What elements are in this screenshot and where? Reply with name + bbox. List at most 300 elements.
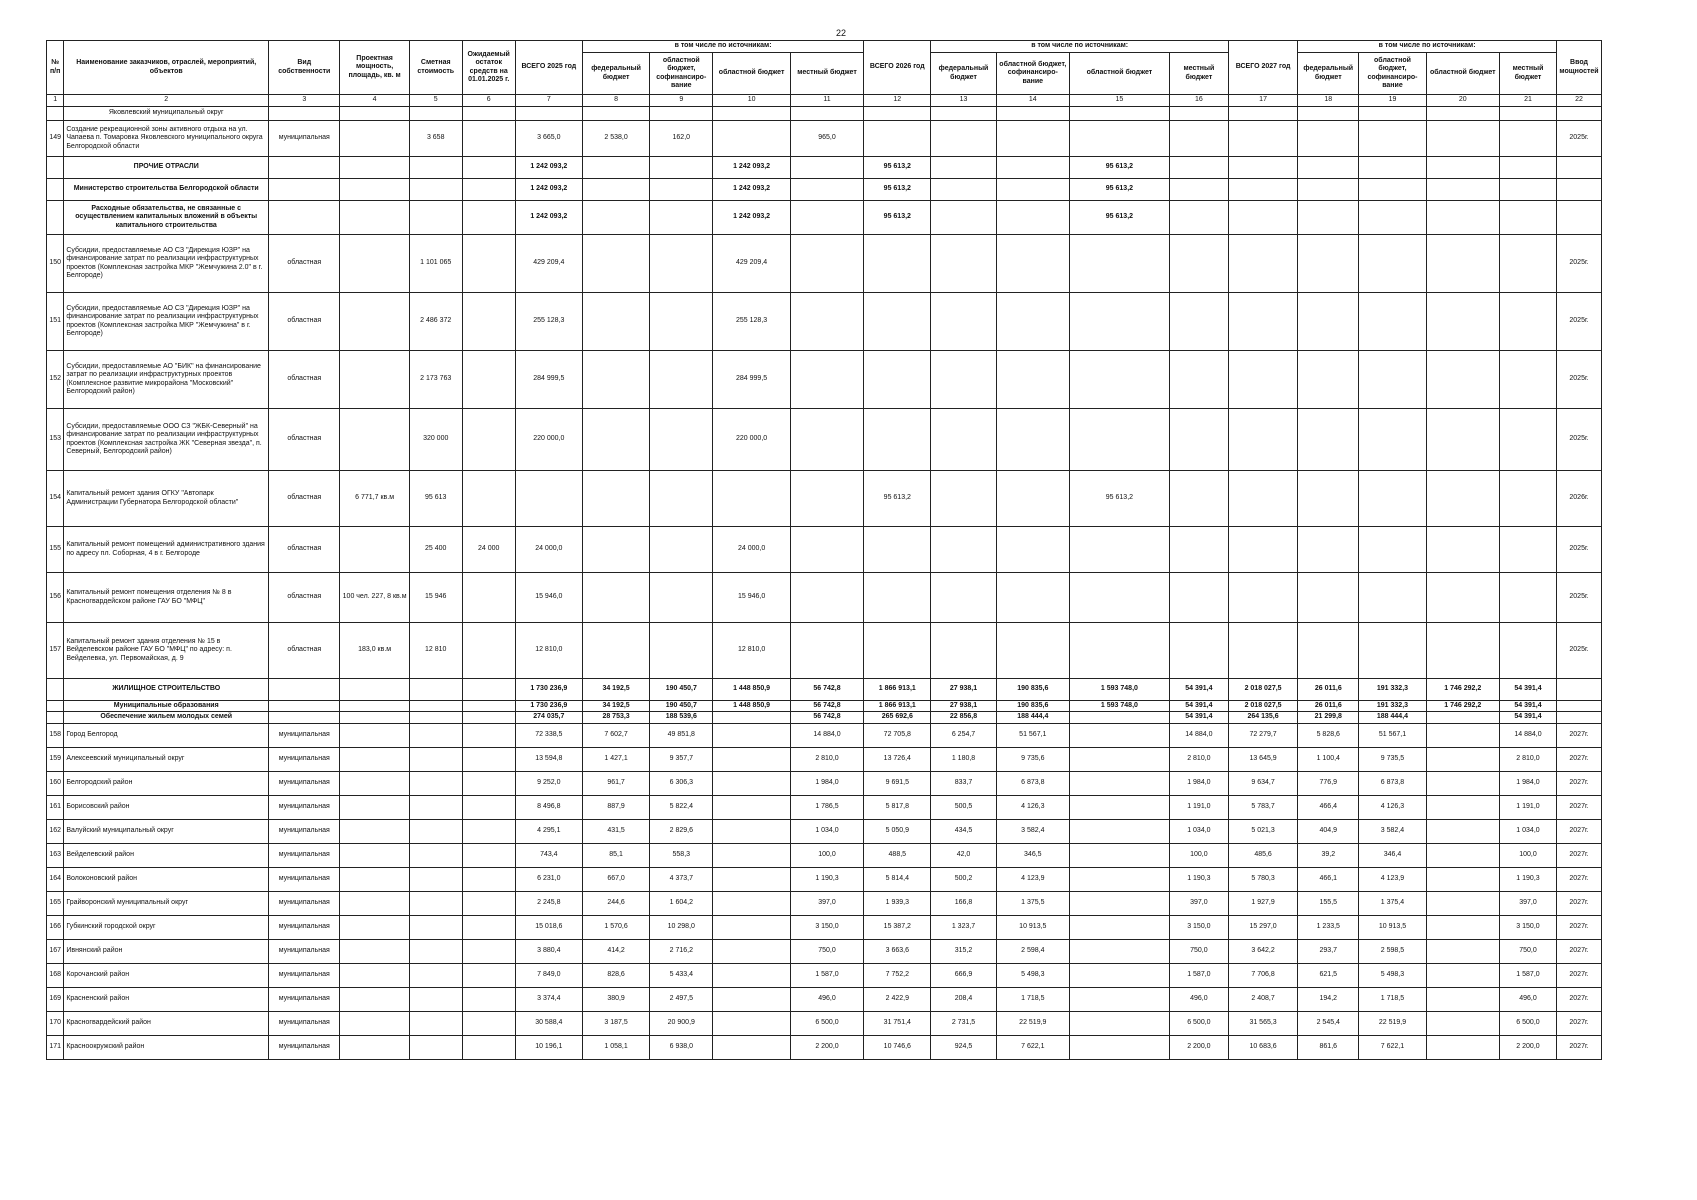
value-cell: 500,5 [931, 795, 996, 819]
row-number: 149 [47, 121, 64, 157]
value-cell: 21 299,8 [1298, 712, 1359, 723]
table-cell [582, 107, 649, 121]
value-cell: 9 735,6 [996, 747, 1069, 771]
capacity-cell [340, 1011, 409, 1035]
table-row [47, 1011, 1602, 1035]
table-row [47, 747, 1602, 771]
value-cell [790, 293, 863, 351]
value-cell: 743,4 [515, 843, 582, 867]
table-row [47, 179, 1602, 201]
value-cell [1228, 351, 1297, 409]
value-cell [1426, 843, 1499, 867]
value-cell [582, 623, 649, 679]
value-cell: 750,0 [1169, 939, 1228, 963]
value-cell: 5 498,3 [1359, 963, 1426, 987]
group-title: Министерство строительства Белгородской области [64, 179, 269, 201]
value-cell [1359, 121, 1426, 157]
section-title: Яковлевский муниципальный округ [64, 107, 269, 121]
value-cell: 315,2 [931, 939, 996, 963]
value-cell [1069, 843, 1169, 867]
item-name: Вейделевский район [64, 843, 269, 867]
value-cell: 95 613,2 [1069, 157, 1169, 179]
value-cell [582, 235, 649, 293]
cost-cell [409, 771, 462, 795]
value-cell [650, 157, 713, 179]
value-cell: 4 126,3 [1359, 795, 1426, 819]
value-cell: 162,0 [650, 121, 713, 157]
col-header-obl-2027: областной бюджет [1426, 53, 1499, 95]
value-cell: 14 884,0 [1499, 723, 1556, 747]
table-cell [340, 701, 409, 712]
column-number-cell: 21 [1499, 95, 1556, 107]
capacity-cell: 6 771,7 кв.м [340, 471, 409, 527]
value-cell: 397,0 [1169, 891, 1228, 915]
ownership-cell: муниципальная [269, 1011, 340, 1035]
value-cell: 2 716,2 [650, 939, 713, 963]
row-number: 160 [47, 771, 64, 795]
table-cell [1499, 107, 1556, 121]
value-cell: 166,8 [931, 891, 996, 915]
value-cell: 2 200,0 [1499, 1035, 1556, 1059]
value-cell [582, 573, 649, 623]
table-cell [340, 712, 409, 723]
value-cell [790, 527, 863, 573]
value-cell: 95 613,2 [1069, 471, 1169, 527]
intro-year-cell: 2027г. [1557, 843, 1602, 867]
value-cell [650, 235, 713, 293]
cost-cell: 3 658 [409, 121, 462, 157]
value-cell [650, 351, 713, 409]
value-cell: 434,5 [931, 819, 996, 843]
value-cell: 284 999,5 [515, 351, 582, 409]
value-cell: 26 011,6 [1298, 679, 1359, 701]
row-number: 171 [47, 1035, 64, 1059]
capacity-cell [340, 1035, 409, 1059]
value-cell: 2 018 027,5 [1228, 701, 1297, 712]
table-row [47, 201, 1602, 235]
table-cell [1426, 107, 1499, 121]
value-cell: 2 545,4 [1298, 1011, 1359, 1035]
value-cell [1228, 293, 1297, 351]
value-cell [1169, 527, 1228, 573]
value-cell [1069, 867, 1169, 891]
col-header-total-2026: ВСЕГО 2026 год [864, 41, 931, 95]
remain-cell [462, 915, 515, 939]
sources-header-2027: в том числе по источникам: [1298, 41, 1557, 53]
value-cell: 26 011,6 [1298, 701, 1359, 712]
item-name: Красненский район [64, 987, 269, 1011]
value-cell: 190 450,7 [650, 701, 713, 712]
capacity-cell: 183,0 кв.м [340, 623, 409, 679]
value-cell [1426, 1011, 1499, 1035]
value-cell: 20 900,9 [650, 1011, 713, 1035]
value-cell [1169, 121, 1228, 157]
value-cell [931, 471, 996, 527]
value-cell: 1 866 913,1 [864, 679, 931, 701]
table-cell [650, 107, 713, 121]
table-cell [409, 712, 462, 723]
table-cell [269, 712, 340, 723]
value-cell: 255 128,3 [713, 293, 790, 351]
value-cell [1499, 121, 1556, 157]
value-cell: 3 374,4 [515, 987, 582, 1011]
remain-cell [462, 623, 515, 679]
table-cell [47, 712, 64, 723]
value-cell: 1 427,1 [582, 747, 649, 771]
value-cell: 1 448 850,9 [713, 679, 790, 701]
col-header-mest-2027: местный бюджет [1499, 53, 1556, 95]
value-cell [931, 179, 996, 201]
value-cell [996, 471, 1069, 527]
capacity-cell [340, 867, 409, 891]
value-cell [1169, 471, 1228, 527]
value-cell: 1 984,0 [1169, 771, 1228, 795]
table-cell [409, 201, 462, 235]
capacity-cell [340, 939, 409, 963]
value-cell [1228, 121, 1297, 157]
value-cell [1228, 179, 1297, 201]
value-cell [864, 235, 931, 293]
value-cell [996, 121, 1069, 157]
value-cell [1359, 293, 1426, 351]
value-cell: 264 135,6 [1228, 712, 1297, 723]
value-cell: 9 735,5 [1359, 747, 1426, 771]
value-cell: 496,0 [790, 987, 863, 1011]
value-cell [1069, 963, 1169, 987]
value-cell: 1 786,5 [790, 795, 863, 819]
value-cell: 1 939,3 [864, 891, 931, 915]
value-cell [1298, 527, 1359, 573]
row-number: 156 [47, 573, 64, 623]
table-cell [1557, 107, 1602, 121]
capacity-cell [340, 891, 409, 915]
value-cell: 5 817,8 [864, 795, 931, 819]
intro-year-cell: 2027г. [1557, 963, 1602, 987]
table-row [47, 987, 1602, 1011]
value-cell: 54 391,4 [1169, 679, 1228, 701]
value-cell [1069, 891, 1169, 915]
table-cell [790, 107, 863, 121]
column-number-cell: 8 [582, 95, 649, 107]
table-cell [409, 179, 462, 201]
value-cell: 1 242 093,2 [515, 157, 582, 179]
item-name: Субсидии, предоставляемые АО СЗ "Дирекция ЮЗР" на финансирование затрат по реализации инфраструктурных проектов (Комплексная застройка МКР "Жемчужина 2.0" в г. Белгороде) [64, 235, 269, 293]
value-cell [996, 293, 1069, 351]
table-row [47, 409, 1602, 471]
value-cell [1426, 409, 1499, 471]
value-cell [1069, 987, 1169, 1011]
row-number: 150 [47, 235, 64, 293]
column-number-cell: 20 [1426, 95, 1499, 107]
capacity-cell [340, 747, 409, 771]
row-number: 153 [47, 409, 64, 471]
table-cell [47, 701, 64, 712]
value-cell [1169, 293, 1228, 351]
value-cell [1069, 723, 1169, 747]
col-header-obl-2025: областной бюджет [713, 53, 790, 95]
column-number-cell: 3 [269, 95, 340, 107]
ownership-cell: муниципальная [269, 795, 340, 819]
table-row [47, 471, 1602, 527]
table-row [47, 157, 1602, 179]
value-cell: 750,0 [790, 939, 863, 963]
value-cell: 4 123,9 [1359, 867, 1426, 891]
intro-year-cell: 2027г. [1557, 747, 1602, 771]
intro-year-cell: 2025г. [1557, 293, 1602, 351]
value-cell: 397,0 [790, 891, 863, 915]
column-number-cell: 17 [1228, 95, 1297, 107]
table-cell [269, 179, 340, 201]
value-cell [1426, 1035, 1499, 1059]
value-cell: 965,0 [790, 121, 863, 157]
value-cell [1069, 795, 1169, 819]
table-row [47, 527, 1602, 573]
value-cell [1169, 409, 1228, 471]
row-number: 168 [47, 963, 64, 987]
value-cell: 4 373,7 [650, 867, 713, 891]
intro-year-cell: 2026г. [1557, 471, 1602, 527]
value-cell: 5 498,3 [996, 963, 1069, 987]
sources-header-2025: в том числе по источникам: [582, 41, 863, 53]
value-cell: 244,6 [582, 891, 649, 915]
value-cell: 5 433,4 [650, 963, 713, 987]
column-number-cell: 5 [409, 95, 462, 107]
table-row [47, 679, 1602, 701]
value-cell: 1 191,0 [1499, 795, 1556, 819]
value-cell [1069, 293, 1169, 351]
ownership-cell: областная [269, 623, 340, 679]
row-number: 162 [47, 819, 64, 843]
ownership-cell: муниципальная [269, 747, 340, 771]
table-cell [713, 107, 790, 121]
table-cell [340, 679, 409, 701]
value-cell [1426, 121, 1499, 157]
table-row [47, 235, 1602, 293]
item-name: Капитальный ремонт здания ОГКУ "Автопарк Администрации Губернатора Белгородской области" [64, 471, 269, 527]
capacity-cell [340, 121, 409, 157]
value-cell: 27 938,1 [931, 701, 996, 712]
table-cell [269, 679, 340, 701]
value-cell [1069, 351, 1169, 409]
value-cell [931, 409, 996, 471]
value-cell [931, 293, 996, 351]
cost-cell [409, 723, 462, 747]
value-cell: 7 752,2 [864, 963, 931, 987]
value-cell: 10 196,1 [515, 1035, 582, 1059]
table-cell [47, 679, 64, 701]
value-cell [1359, 179, 1426, 201]
value-cell [1069, 1035, 1169, 1059]
value-cell: 3 582,4 [1359, 819, 1426, 843]
value-cell [1359, 235, 1426, 293]
intro-year-cell: 2027г. [1557, 771, 1602, 795]
value-cell [713, 747, 790, 771]
value-cell: 7 622,1 [996, 1035, 1069, 1059]
sources-header-2026: в том числе по источникам: [931, 41, 1229, 53]
cost-cell: 95 613 [409, 471, 462, 527]
value-cell: 1 242 093,2 [515, 201, 582, 235]
value-cell: 1 604,2 [650, 891, 713, 915]
table-cell [1557, 701, 1602, 712]
value-cell: 51 567,1 [1359, 723, 1426, 747]
value-cell [1069, 573, 1169, 623]
value-cell: 2 538,0 [582, 121, 649, 157]
value-cell: 1 233,5 [1298, 915, 1359, 939]
value-cell: 31 751,4 [864, 1011, 931, 1035]
value-cell: 6 873,8 [1359, 771, 1426, 795]
table-cell [462, 201, 515, 235]
value-cell: 15 946,0 [515, 573, 582, 623]
value-cell: 1 718,5 [996, 987, 1069, 1011]
value-cell: 1 034,0 [790, 819, 863, 843]
value-cell [790, 179, 863, 201]
ownership-cell: муниципальная [269, 121, 340, 157]
table-row [47, 623, 1602, 679]
table-row [47, 712, 1602, 723]
capacity-cell [340, 351, 409, 409]
value-cell: 24 000,0 [515, 527, 582, 573]
value-cell: 6 500,0 [1499, 1011, 1556, 1035]
value-cell: 924,5 [931, 1035, 996, 1059]
value-cell [1499, 351, 1556, 409]
value-cell: 190 835,6 [996, 679, 1069, 701]
value-cell: 22 519,9 [1359, 1011, 1426, 1035]
budget-table [46, 40, 1602, 1060]
value-cell [650, 471, 713, 527]
value-cell: 72 338,5 [515, 723, 582, 747]
value-cell [1298, 201, 1359, 235]
cost-cell: 2 486 372 [409, 293, 462, 351]
value-cell: 34 192,5 [582, 701, 649, 712]
item-name: Город Белгород [64, 723, 269, 747]
value-cell [1426, 987, 1499, 1011]
value-cell: 346,4 [1359, 843, 1426, 867]
row-number: 166 [47, 915, 64, 939]
value-cell [515, 471, 582, 527]
table-cell [515, 107, 582, 121]
value-cell [931, 121, 996, 157]
value-cell [790, 471, 863, 527]
value-cell: 14 884,0 [1169, 723, 1228, 747]
remain-cell [462, 867, 515, 891]
value-cell: 2 245,8 [515, 891, 582, 915]
ownership-cell: муниципальная [269, 963, 340, 987]
value-cell: 95 613,2 [864, 179, 931, 201]
table-cell [47, 107, 64, 121]
value-cell [1426, 939, 1499, 963]
value-cell: 95 613,2 [1069, 179, 1169, 201]
value-cell [1069, 1011, 1169, 1035]
value-cell [650, 573, 713, 623]
value-cell [1169, 573, 1228, 623]
value-cell: 1 927,9 [1228, 891, 1297, 915]
value-cell: 56 742,8 [790, 679, 863, 701]
value-cell: 1 375,5 [996, 891, 1069, 915]
value-cell: 30 588,4 [515, 1011, 582, 1035]
value-cell: 3 150,0 [790, 915, 863, 939]
value-cell [1426, 867, 1499, 891]
value-cell [1426, 201, 1499, 235]
table-row [47, 867, 1602, 891]
value-cell [1228, 157, 1297, 179]
value-cell: 3 642,2 [1228, 939, 1297, 963]
value-cell: 667,0 [582, 867, 649, 891]
cost-cell [409, 987, 462, 1011]
value-cell: 100,0 [1499, 843, 1556, 867]
value-cell [713, 963, 790, 987]
value-cell: 1 448 850,9 [713, 701, 790, 712]
ownership-cell: муниципальная [269, 843, 340, 867]
value-cell: 22 856,8 [931, 712, 996, 723]
value-cell: 95 613,2 [864, 471, 931, 527]
column-number-cell: 19 [1359, 95, 1426, 107]
table-cell [1557, 712, 1602, 723]
cost-cell: 2 173 763 [409, 351, 462, 409]
table-cell [340, 201, 409, 235]
value-cell [790, 623, 863, 679]
value-cell: 54 391,4 [1169, 712, 1228, 723]
value-cell: 274 035,7 [515, 712, 582, 723]
value-cell [996, 623, 1069, 679]
column-number-cell: 2 [64, 95, 269, 107]
table-cell [340, 107, 409, 121]
value-cell [1426, 623, 1499, 679]
value-cell: 2 497,5 [650, 987, 713, 1011]
value-cell [1359, 527, 1426, 573]
value-cell: 265 692,6 [864, 712, 931, 723]
row-number: 158 [47, 723, 64, 747]
value-cell: 6 254,7 [931, 723, 996, 747]
value-cell: 380,9 [582, 987, 649, 1011]
table-row [47, 573, 1602, 623]
value-cell: 2 408,7 [1228, 987, 1297, 1011]
column-number-cell: 16 [1169, 95, 1228, 107]
value-cell: 1 180,8 [931, 747, 996, 771]
table-row [47, 915, 1602, 939]
table-row [47, 701, 1602, 712]
value-cell: 255 128,3 [515, 293, 582, 351]
value-cell: 466,1 [1298, 867, 1359, 891]
value-cell [1228, 409, 1297, 471]
value-cell: 621,5 [1298, 963, 1359, 987]
value-cell [1069, 747, 1169, 771]
intro-year-cell: 2027г. [1557, 867, 1602, 891]
value-cell [713, 891, 790, 915]
value-cell [1298, 471, 1359, 527]
value-cell [996, 573, 1069, 623]
table-row [47, 293, 1602, 351]
table-cell [1228, 107, 1297, 121]
item-name: Субсидии, предоставляемые АО "БИК" на финансирование затрат по реализации инфраструктурных проектов (Комплексное развитие микрорайона "Московский" Белгородский район) [64, 351, 269, 409]
value-cell: 293,7 [1298, 939, 1359, 963]
value-cell: 7 622,1 [1359, 1035, 1426, 1059]
value-cell [1228, 235, 1297, 293]
intro-year-cell: 2025г. [1557, 235, 1602, 293]
value-cell: 191 332,3 [1359, 701, 1426, 712]
value-cell [931, 201, 996, 235]
value-cell: 1 866 913,1 [864, 701, 931, 712]
value-cell [713, 987, 790, 1011]
table-cell [269, 701, 340, 712]
remain-cell [462, 409, 515, 471]
value-cell: 3 880,4 [515, 939, 582, 963]
value-cell [582, 201, 649, 235]
remain-cell [462, 795, 515, 819]
group-title: ПРОЧИЕ ОТРАСЛИ [64, 157, 269, 179]
value-cell: 6 938,0 [650, 1035, 713, 1059]
value-cell [1069, 409, 1169, 471]
value-cell: 8 496,8 [515, 795, 582, 819]
